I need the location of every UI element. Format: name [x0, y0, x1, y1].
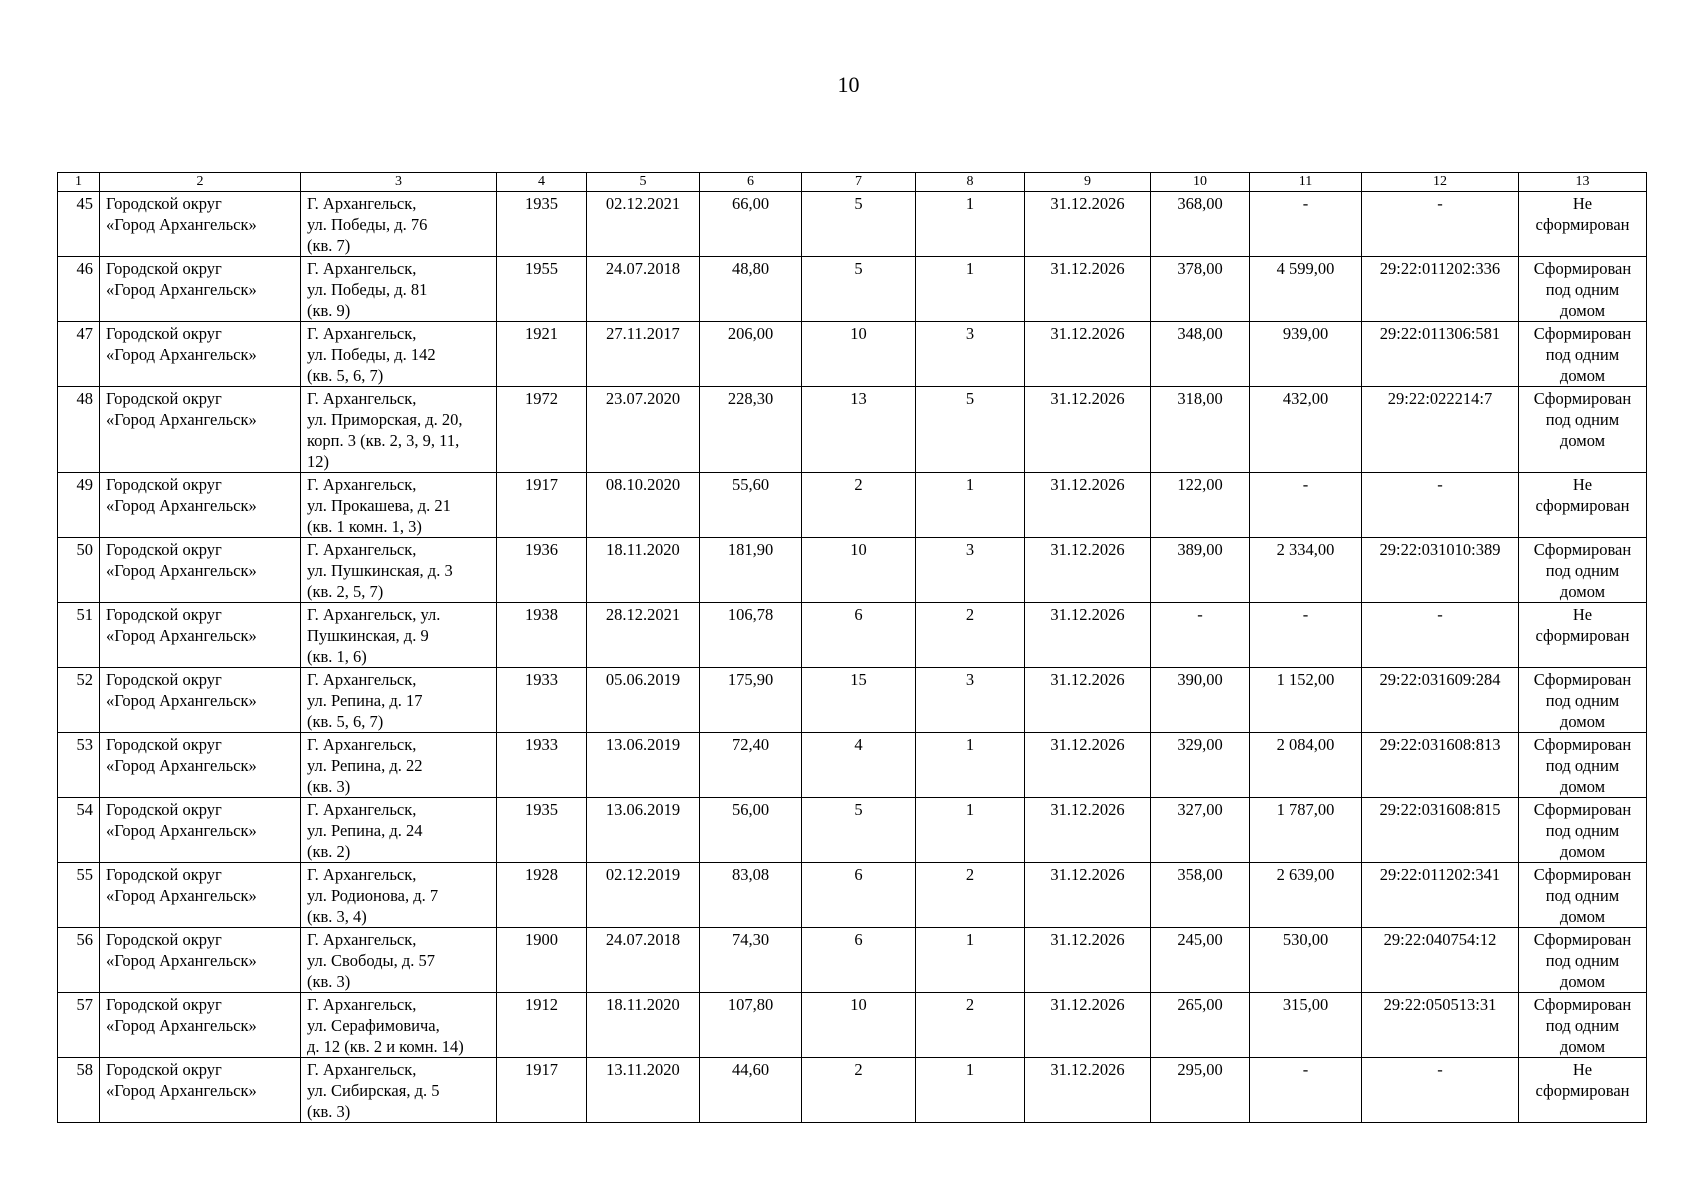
row-number-cell: 51 — [58, 603, 100, 668]
municipality-cell: Городской округ «Город Архангельск» — [100, 668, 301, 733]
row-number-cell: 57 — [58, 993, 100, 1058]
municipality-cell: Городской округ «Город Архангельск» — [100, 863, 301, 928]
area-cell: 107,80 — [700, 993, 802, 1058]
year-built-cell: 1972 — [497, 387, 587, 473]
premises-cell: 1 — [916, 473, 1025, 538]
premises-cell: 2 — [916, 603, 1025, 668]
land-status-cell: Не сформирован — [1519, 473, 1647, 538]
value-cell: 368,00 — [1151, 192, 1250, 257]
row-number-cell: 45 — [58, 192, 100, 257]
residents-cell: 6 — [802, 863, 916, 928]
register-table — [57, 172, 1647, 1123]
resettlement-deadline-cell: 31.12.2026 — [1025, 798, 1151, 863]
land-status-cell: Сформирован под одним домом — [1519, 387, 1647, 473]
year-built-cell: 1933 — [497, 668, 587, 733]
row-number-cell: 50 — [58, 538, 100, 603]
municipality-cell: Городской округ «Город Архангельск» — [100, 387, 301, 473]
recognition-date-cell: 05.06.2019 — [587, 668, 700, 733]
premises-cell: 1 — [916, 192, 1025, 257]
area-cell: 72,40 — [700, 733, 802, 798]
table-row — [58, 668, 1647, 733]
premises-cell: 3 — [916, 668, 1025, 733]
table-row — [58, 603, 1647, 668]
table-row — [58, 192, 1647, 257]
value-cell: 245,00 — [1151, 928, 1250, 993]
year-built-cell: 1955 — [497, 257, 587, 322]
row-number-cell: 48 — [58, 387, 100, 473]
residents-cell: 10 — [802, 322, 916, 387]
year-built-cell: 1900 — [497, 928, 587, 993]
land-status-cell: Сформирован под одним домом — [1519, 733, 1647, 798]
municipality-cell: Городской округ «Город Архангельск» — [100, 993, 301, 1058]
resettlement-deadline-cell: 31.12.2026 — [1025, 192, 1151, 257]
land-status-cell: Сформирован под одним домом — [1519, 538, 1647, 603]
value-cell: 265,00 — [1151, 993, 1250, 1058]
table-row — [58, 1058, 1647, 1123]
value-cell: 318,00 — [1151, 387, 1250, 473]
cadastral-number-cell: 29:22:031608:815 — [1362, 798, 1519, 863]
area-cell: 83,08 — [700, 863, 802, 928]
area-cell: 66,00 — [700, 192, 802, 257]
column-number-row — [58, 173, 1647, 192]
land-area-cell: 1 787,00 — [1250, 798, 1362, 863]
table-row — [58, 387, 1647, 473]
residents-cell: 2 — [802, 1058, 916, 1123]
year-built-cell: 1928 — [497, 863, 587, 928]
area-cell: 228,30 — [700, 387, 802, 473]
column-number: 10 — [1151, 173, 1250, 192]
premises-cell: 5 — [916, 387, 1025, 473]
table-row — [58, 798, 1647, 863]
land-status-cell: Сформирован под одним домом — [1519, 993, 1647, 1058]
column-number: 2 — [100, 173, 301, 192]
area-cell: 44,60 — [700, 1058, 802, 1123]
residents-cell: 2 — [802, 473, 916, 538]
land-status-cell: Не сформирован — [1519, 603, 1647, 668]
column-number: 3 — [301, 173, 497, 192]
row-number-cell: 56 — [58, 928, 100, 993]
value-cell: 327,00 — [1151, 798, 1250, 863]
table-row — [58, 993, 1647, 1058]
value-cell: 378,00 — [1151, 257, 1250, 322]
land-status-cell: Сформирован под одним домом — [1519, 257, 1647, 322]
residents-cell: 6 — [802, 928, 916, 993]
premises-cell: 1 — [916, 733, 1025, 798]
cadastral-number-cell: 29:22:040754:12 — [1362, 928, 1519, 993]
cadastral-number-cell: 29:22:011202:341 — [1362, 863, 1519, 928]
year-built-cell: 1935 — [497, 192, 587, 257]
value-cell: 390,00 — [1151, 668, 1250, 733]
land-area-cell: 2 084,00 — [1250, 733, 1362, 798]
recognition-date-cell: 24.07.2018 — [587, 257, 700, 322]
value-cell: 348,00 — [1151, 322, 1250, 387]
column-number: 9 — [1025, 173, 1151, 192]
municipality-cell: Городской округ «Город Архангельск» — [100, 538, 301, 603]
recognition-date-cell: 18.11.2020 — [587, 538, 700, 603]
residents-cell: 5 — [802, 257, 916, 322]
resettlement-deadline-cell: 31.12.2026 — [1025, 668, 1151, 733]
resettlement-deadline-cell: 31.12.2026 — [1025, 387, 1151, 473]
resettlement-deadline-cell: 31.12.2026 — [1025, 863, 1151, 928]
land-status-cell: Сформирован под одним домом — [1519, 798, 1647, 863]
area-cell: 175,90 — [700, 668, 802, 733]
column-number: 8 — [916, 173, 1025, 192]
row-number-cell: 58 — [58, 1058, 100, 1123]
residents-cell: 10 — [802, 538, 916, 603]
cadastral-number-cell: 29:22:050513:31 — [1362, 993, 1519, 1058]
value-cell: 295,00 — [1151, 1058, 1250, 1123]
area-cell: 56,00 — [700, 798, 802, 863]
residents-cell: 4 — [802, 733, 916, 798]
row-number-cell: 46 — [58, 257, 100, 322]
table-body — [58, 173, 1647, 1123]
cadastral-number-cell: 29:22:011306:581 — [1362, 322, 1519, 387]
recognition-date-cell: 27.11.2017 — [587, 322, 700, 387]
table-row — [58, 538, 1647, 603]
address-cell: Г. Архангельск, ул. Победы, д. 81 (кв. 9) — [301, 257, 497, 322]
resettlement-deadline-cell: 31.12.2026 — [1025, 1058, 1151, 1123]
resettlement-deadline-cell: 31.12.2026 — [1025, 257, 1151, 322]
premises-cell: 2 — [916, 863, 1025, 928]
address-cell: Г. Архангельск, ул. Приморская, д. 20, корп. 3 (кв. 2, 3, 9, 11, 12) — [301, 387, 497, 473]
column-number: 13 — [1519, 173, 1647, 192]
municipality-cell: Городской округ «Город Архангельск» — [100, 322, 301, 387]
year-built-cell: 1912 — [497, 993, 587, 1058]
address-cell: Г. Архангельск, ул. Победы, д. 76 (кв. 7) — [301, 192, 497, 257]
table-row — [58, 928, 1647, 993]
column-number: 12 — [1362, 173, 1519, 192]
column-number: 11 — [1250, 173, 1362, 192]
recognition-date-cell: 24.07.2018 — [587, 928, 700, 993]
resettlement-deadline-cell: 31.12.2026 — [1025, 993, 1151, 1058]
resettlement-deadline-cell: 31.12.2026 — [1025, 603, 1151, 668]
municipality-cell: Городской округ «Город Архангельск» — [100, 257, 301, 322]
value-cell: - — [1151, 603, 1250, 668]
cadastral-number-cell: 29:22:011202:336 — [1362, 257, 1519, 322]
table-row — [58, 322, 1647, 387]
municipality-cell: Городской округ «Город Архангельск» — [100, 603, 301, 668]
cadastral-number-cell: - — [1362, 473, 1519, 538]
residents-cell: 10 — [802, 993, 916, 1058]
premises-cell: 1 — [916, 257, 1025, 322]
row-number-cell: 47 — [58, 322, 100, 387]
column-number: 6 — [700, 173, 802, 192]
recognition-date-cell: 02.12.2019 — [587, 863, 700, 928]
premises-cell: 3 — [916, 538, 1025, 603]
table-row — [58, 733, 1647, 798]
address-cell: Г. Архангельск, ул. Пушкинская, д. 3 (кв. 2, 5, 7) — [301, 538, 497, 603]
land-status-cell: Не сформирован — [1519, 1058, 1647, 1123]
address-cell: Г. Архангельск, ул. Репина, д. 22 (кв. 3) — [301, 733, 497, 798]
municipality-cell: Городской округ «Город Архангельск» — [100, 798, 301, 863]
land-area-cell: 2 639,00 — [1250, 863, 1362, 928]
address-cell: Г. Архангельск, ул. Пушкинская, д. 9 (кв. 1, 6) — [301, 603, 497, 668]
row-number-cell: 53 — [58, 733, 100, 798]
land-status-cell: Сформирован под одним домом — [1519, 668, 1647, 733]
table-row — [58, 257, 1647, 322]
resettlement-deadline-cell: 31.12.2026 — [1025, 322, 1151, 387]
year-built-cell: 1933 — [497, 733, 587, 798]
address-cell: Г. Архангельск, ул. Родионова, д. 7 (кв. 3, 4) — [301, 863, 497, 928]
land-area-cell: - — [1250, 192, 1362, 257]
year-built-cell: 1917 — [497, 473, 587, 538]
recognition-date-cell: 28.12.2021 — [587, 603, 700, 668]
row-number-cell: 49 — [58, 473, 100, 538]
residents-cell: 15 — [802, 668, 916, 733]
address-cell: Г. Архангельск, ул. Репина, д. 17 (кв. 5, 6, 7) — [301, 668, 497, 733]
cadastral-number-cell: - — [1362, 1058, 1519, 1123]
cadastral-number-cell: 29:22:031609:284 — [1362, 668, 1519, 733]
value-cell: 389,00 — [1151, 538, 1250, 603]
address-cell: Г. Архангельск, ул. Серафимовича, д. 12 (кв. 2 и комн. 14) — [301, 993, 497, 1058]
land-area-cell: 1 152,00 — [1250, 668, 1362, 733]
land-area-cell: 939,00 — [1250, 322, 1362, 387]
recognition-date-cell: 13.11.2020 — [587, 1058, 700, 1123]
residents-cell: 13 — [802, 387, 916, 473]
land-status-cell: Сформирован под одним домом — [1519, 863, 1647, 928]
premises-cell: 1 — [916, 798, 1025, 863]
year-built-cell: 1921 — [497, 322, 587, 387]
column-number: 5 — [587, 173, 700, 192]
row-number-cell: 54 — [58, 798, 100, 863]
table-row — [58, 863, 1647, 928]
municipality-cell: Городской округ «Город Архангельск» — [100, 1058, 301, 1123]
resettlement-deadline-cell: 31.12.2026 — [1025, 473, 1151, 538]
land-area-cell: - — [1250, 603, 1362, 668]
recognition-date-cell: 23.07.2020 — [587, 387, 700, 473]
land-area-cell: 2 334,00 — [1250, 538, 1362, 603]
residents-cell: 5 — [802, 192, 916, 257]
resettlement-deadline-cell: 31.12.2026 — [1025, 538, 1151, 603]
cadastral-number-cell: 29:22:022214:7 — [1362, 387, 1519, 473]
value-cell: 358,00 — [1151, 863, 1250, 928]
cadastral-number-cell: - — [1362, 603, 1519, 668]
resettlement-deadline-cell: 31.12.2026 — [1025, 928, 1151, 993]
year-built-cell: 1935 — [497, 798, 587, 863]
premises-cell: 3 — [916, 322, 1025, 387]
area-cell: 181,90 — [700, 538, 802, 603]
premises-cell: 2 — [916, 993, 1025, 1058]
land-area-cell: 4 599,00 — [1250, 257, 1362, 322]
row-number-cell: 55 — [58, 863, 100, 928]
area-cell: 106,78 — [700, 603, 802, 668]
premises-cell: 1 — [916, 928, 1025, 993]
address-cell: Г. Архангельск, ул. Прокашева, д. 21 (кв. 1 комн. 1, 3) — [301, 473, 497, 538]
area-cell: 74,30 — [700, 928, 802, 993]
value-cell: 122,00 — [1151, 473, 1250, 538]
recognition-date-cell: 13.06.2019 — [587, 798, 700, 863]
area-cell: 206,00 — [700, 322, 802, 387]
area-cell: 55,60 — [700, 473, 802, 538]
residents-cell: 6 — [802, 603, 916, 668]
column-number: 4 — [497, 173, 587, 192]
municipality-cell: Городской округ «Город Архангельск» — [100, 192, 301, 257]
address-cell: Г. Архангельск, ул. Репина, д. 24 (кв. 2) — [301, 798, 497, 863]
address-cell: Г. Архангельск, ул. Свободы, д. 57 (кв. 3) — [301, 928, 497, 993]
land-area-cell: - — [1250, 1058, 1362, 1123]
municipality-cell: Городской округ «Город Архангельск» — [100, 473, 301, 538]
area-cell: 48,80 — [700, 257, 802, 322]
row-number-cell: 52 — [58, 668, 100, 733]
cadastral-number-cell: 29:22:031010:389 — [1362, 538, 1519, 603]
resettlement-deadline-cell: 31.12.2026 — [1025, 733, 1151, 798]
year-built-cell: 1917 — [497, 1058, 587, 1123]
premises-cell: 1 — [916, 1058, 1025, 1123]
recognition-date-cell: 13.06.2019 — [587, 733, 700, 798]
land-status-cell: Сформирован под одним домом — [1519, 322, 1647, 387]
page-number: 10 — [837, 72, 860, 97]
recognition-date-cell: 08.10.2020 — [587, 473, 700, 538]
land-area-cell: 432,00 — [1250, 387, 1362, 473]
recognition-date-cell: 02.12.2021 — [587, 192, 700, 257]
address-cell: Г. Архангельск, ул. Сибирская, д. 5 (кв. 3) — [301, 1058, 497, 1123]
recognition-date-cell: 18.11.2020 — [587, 993, 700, 1058]
table-row — [58, 473, 1647, 538]
year-built-cell: 1936 — [497, 538, 587, 603]
cadastral-number-cell: - — [1362, 192, 1519, 257]
land-status-cell: Сформирован под одним домом — [1519, 928, 1647, 993]
municipality-cell: Городской округ «Город Архангельск» — [100, 928, 301, 993]
column-number: 7 — [802, 173, 916, 192]
municipality-cell: Городской округ «Город Архангельск» — [100, 733, 301, 798]
land-area-cell: - — [1250, 473, 1362, 538]
cadastral-number-cell: 29:22:031608:813 — [1362, 733, 1519, 798]
land-area-cell: 530,00 — [1250, 928, 1362, 993]
land-area-cell: 315,00 — [1250, 993, 1362, 1058]
land-status-cell: Не сформирован — [1519, 192, 1647, 257]
year-built-cell: 1938 — [497, 603, 587, 668]
column-number: 1 — [58, 173, 100, 192]
address-cell: Г. Архангельск, ул. Победы, д. 142 (кв. 5, 6, 7) — [301, 322, 497, 387]
value-cell: 329,00 — [1151, 733, 1250, 798]
residents-cell: 5 — [802, 798, 916, 863]
